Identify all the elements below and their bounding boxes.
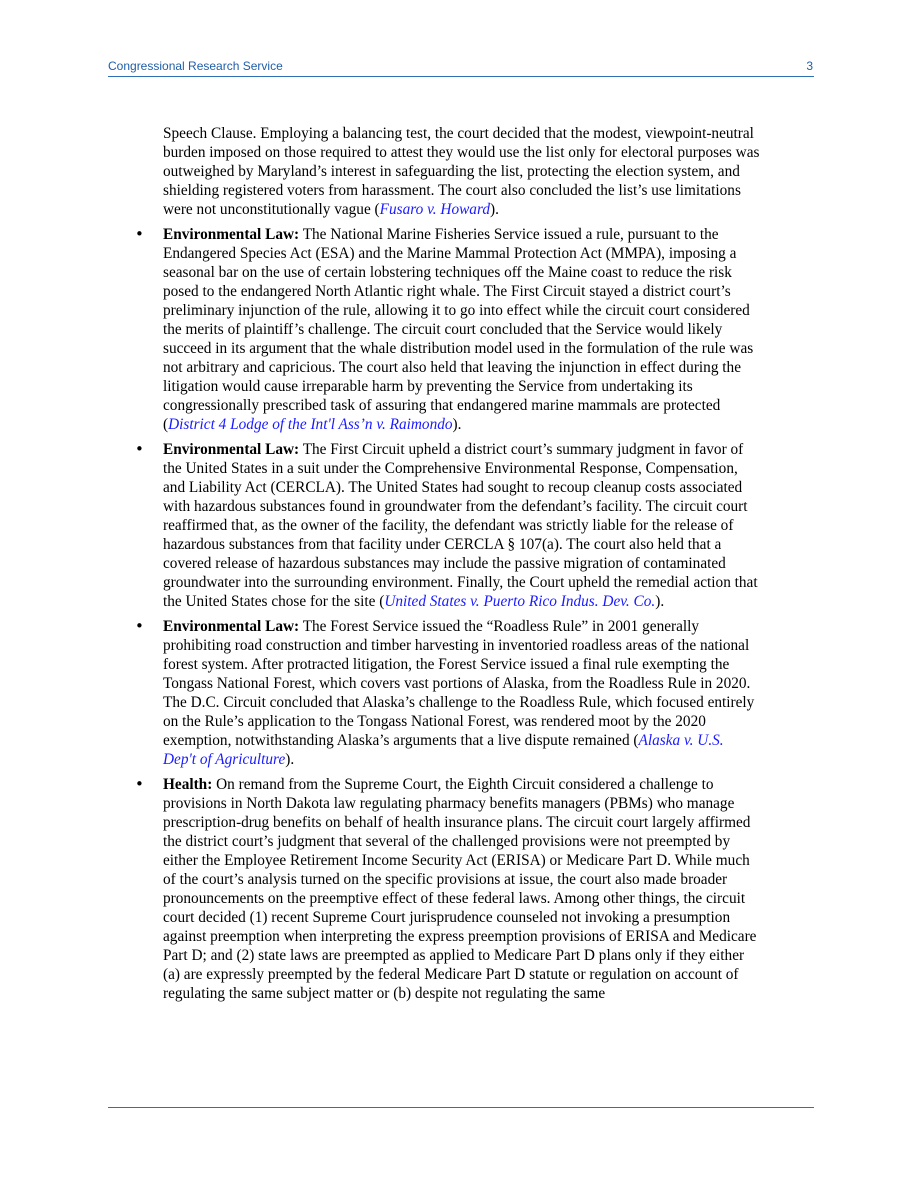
continued-paragraph — [163, 124, 760, 219]
paragraph-end: ). — [490, 201, 499, 218]
case-link[interactable]: District 4 Lodge of the Int'l Ass’n v. Raimondo — [168, 416, 453, 433]
bullet-text: On remand from the Supreme Court, the Eighth Circuit considered a challenge to provisions in North Dakota law regulating pharmacy benefits managers (PBMs) who manage prescription-drug benefits on behalf of health insurance plans. The circuit court largely affirmed the district court’s judgment that several of the challenged provisions were not preempted by either the Employee Retirement Income Security Act (ERISA) or Medicare Part D. While much of the court’s analysis turned on the specific provisions at issue, the court also made broader pronouncements on the preemptive effect of these federal laws. Among other things, the circuit court decided (1) recent Supreme Court jurisprudence counseled not invoking a presumption against preemption when interpreting the express preemption provisions of ERISA and Medicare Part D; and (2) state laws are preempted as applied to Medicare Part D plans only if they either (a) are expressly preempted by the federal Medicare Part D statute or regulation on account of regulating the same subject matter or (b) despite not regulating the same — [163, 776, 757, 1002]
case-link[interactable]: United States v. Puerto Rico Indus. Dev. Co. — [384, 593, 656, 610]
page-body — [135, 124, 760, 1003]
page-number: 3 — [806, 59, 813, 73]
bullet-end: ). — [655, 593, 665, 610]
bullet-icon: • — [135, 775, 144, 793]
bullet-text: The National Marine Fisheries Service issued a rule, pursuant to the Endangered Species Act (ESA) and the Marine Mammal Protection Act (MMPA), imposing a seasonal bar on the use of certain lobstering techniques off the Maine coast to reduce the risk posed to the endangered North Atlantic right whale. The First Circuit stayed a district court’s preliminary injunction of the rule, allowing it to go into effect while the circuit court considered the merits of plaintiff’s challenge. The circuit court concluded that the Service would likely succeed in its argument that the whale distribution model used in the formulation of the rule was not arbitrary and capricious. The court also held that leaving the injunction in effect during the litigation would cause irreparable harm by preventing the Service from undertaking its congressionally prescribed task of assuring that endangered marine mammals are protected ( — [163, 226, 754, 433]
paragraph-text: Speech Clause. Employing a balancing test, the court decided that the modest, viewpoint-neutral burden imposed on those required to attest they would use the list only for electoral purposes was outweighed by Maryland’s interest in safeguarding the list, protecting the election system, and shielding registered voters from harassment. The court also concluded the list’s use limitations were not unconstitutionally vague ( — [163, 125, 760, 218]
list-item — [135, 440, 760, 611]
list-item — [135, 775, 760, 1003]
bullet-icon: • — [135, 617, 144, 635]
footer-divider — [108, 1107, 814, 1108]
list-item — [135, 225, 760, 434]
bullet-label: Environmental Law: — [163, 618, 300, 635]
case-link[interactable]: Alaska v. U.S. Dep't of Agriculture — [163, 732, 724, 768]
bullet-text: The Forest Service issued the “Roadless Rule” in 2001 generally prohibiting road construction and timber harvesting in inventoried roadless areas of the national forest system. After protracted litigation, the Forest Service issued a final rule exempting the Tongass National Forest, which covers vast portions of Alaska, from the Roadless Rule in 2020. The D.C. Circuit concluded that Alaska’s challenge to the Roadless Rule, which focused entirely on the Rule’s application to the Tongass National Forest, was rendered moot by the 2020 exemption, notwithstanding Alaska’s arguments that a live dispute remained ( — [163, 618, 755, 749]
list-item — [135, 617, 760, 769]
bullet-label: Environmental Law: — [163, 226, 300, 243]
page-header — [108, 58, 814, 77]
bullet-label: Environmental Law: — [163, 441, 300, 458]
bullet-end: ). — [285, 751, 295, 768]
bullet-end: ). — [452, 416, 462, 433]
case-link[interactable]: Fusaro v. Howard — [379, 201, 490, 218]
bullet-icon: • — [135, 440, 144, 458]
bullet-text: The First Circuit upheld a district court’s summary judgment in favor of the United States in a suit under the Comprehensive Environmental Response, Compensation, and Liability Act (CERCLA). The United States had sought to recoup cleanup costs associated with hazardous substances found in groundwater from the defendant’s facility. The circuit court reaffirmed that, as the owner of the facility, the defendant was strictly liable for the release of hazardous substances from that facility under CERCLA § 107(a). The court also held that a covered release of hazardous substances may include the passive migration of contaminated groundwater into the surrounding environment. Finally, the Court upheld the remedial action that the United States chose for the site ( — [163, 441, 758, 610]
bullet-label: Health: — [163, 776, 213, 793]
bullet-icon: • — [135, 225, 144, 243]
header-org-name: Congressional Research Service — [108, 59, 283, 73]
